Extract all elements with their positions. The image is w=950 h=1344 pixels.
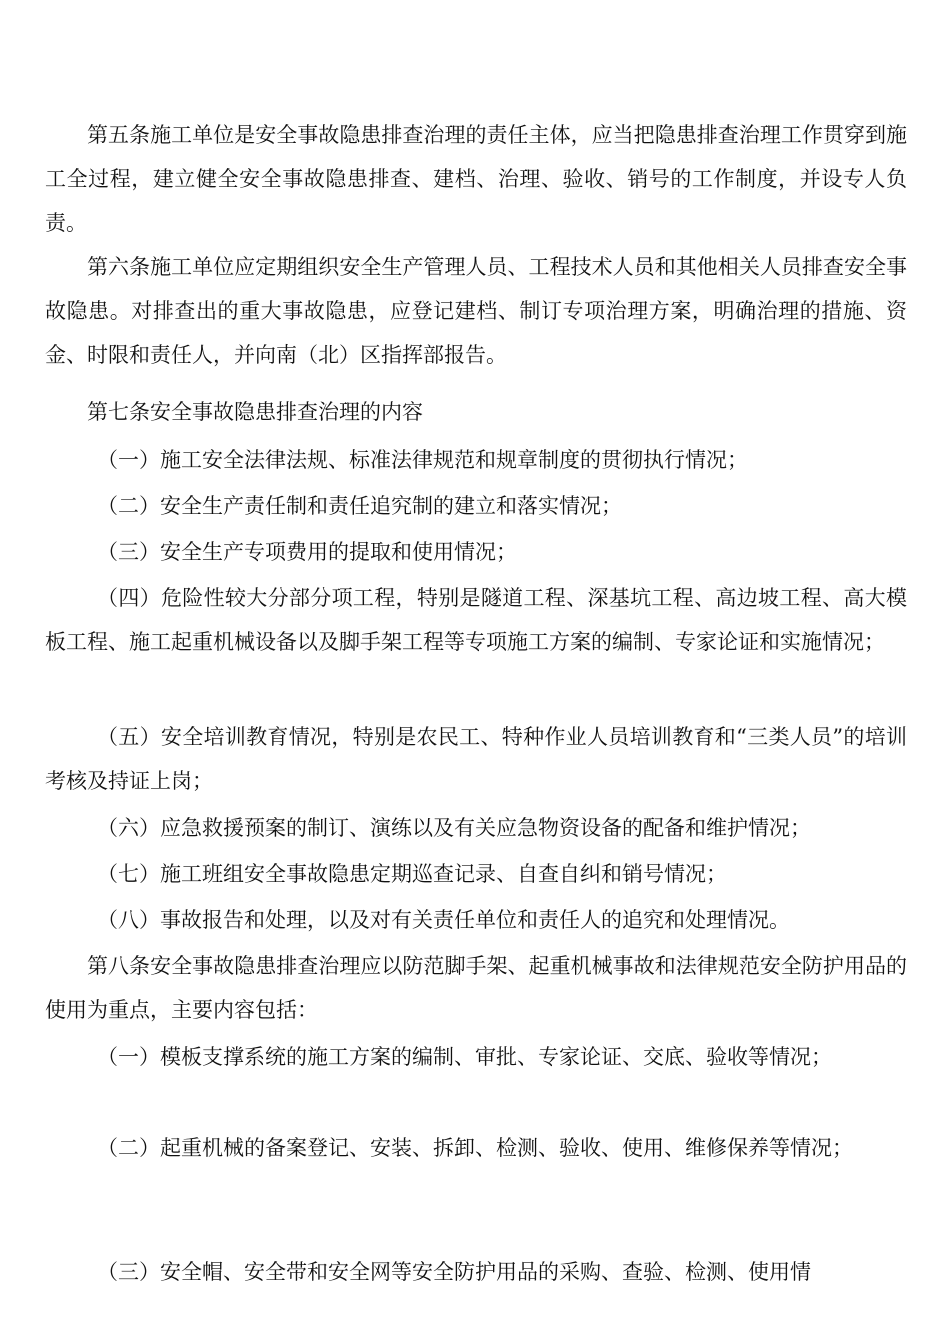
article-8-item-1: （一）模板支撑系统的施工方案的编制、审批、专家论证、交底、验收等情况； [97, 1045, 832, 1069]
article-8-item-2: （二）起重机械的备案登记、安装、拆卸、检测、验收、使用、维修保养等情况； [97, 1136, 853, 1160]
article-5-paragraph: 第五条施工单位是安全事故隐患排查治理的责任主体，应当把隐患排查治理工作贯穿到施工全过程，建立健全安全事故隐患排查、建档、治理、验收、销号的工作制度，并设专人负责。 [45, 123, 907, 235]
article-7-item-4: （四）危险性较大分部分项工程，特别是隧道工程、深基坑工程、高边坡工程、高大模板工程、施工起重机械设备以及脚手架工程等专项施工方案的编制、专家论证和实施情况； [45, 586, 907, 654]
article-7-item-2: （二）安全生产责任制和责任追究制的建立和落实情况； [97, 494, 622, 518]
article-8-item-3: （三）安全帽、安全带和安全网等安全防护用品的采购、查验、检测、使用情 [97, 1260, 811, 1284]
article-6-paragraph: 第六条施工单位应定期组织安全生产管理人员、工程技术人员和其他相关人员排查安全事故隐患。对排查出的重大事故隐患，应登记建档、制订专项治理方案，明确治理的措施、资金、时限和责任人，并向南（北）区指挥部报告。 [45, 255, 907, 367]
article-7-item-6: （六）应急救援预案的制订、演练以及有关应急物资设备的配备和维护情况； [97, 816, 811, 840]
article-7-item-5: （五）安全培训教育情况，特别是农民工、特种作业人员培训教育和“三类人员”的培训考核及持证上岗； [45, 725, 907, 793]
article-7-item-1: （一）施工安全法律法规、标准法律规范和规章制度的贯彻执行情况； [97, 448, 748, 472]
article-7-item-3: （三）安全生产专项费用的提取和使用情况； [97, 540, 517, 564]
article-8-paragraph: 第八条安全事故隐患排查治理应以防范脚手架、起重机械事故和法律规范安全防护用品的使用为重点，主要内容包括： [45, 954, 907, 1022]
article-7-item-8: （八）事故报告和处理，以及对有关责任单位和责任人的追究和处理情况。 [97, 908, 790, 932]
article-7-heading: 第七条安全事故隐患排查治理的内容 [87, 400, 423, 424]
article-7-item-7: （七）施工班组安全事故隐患定期巡查记录、自查自纠和销号情况； [97, 862, 727, 886]
